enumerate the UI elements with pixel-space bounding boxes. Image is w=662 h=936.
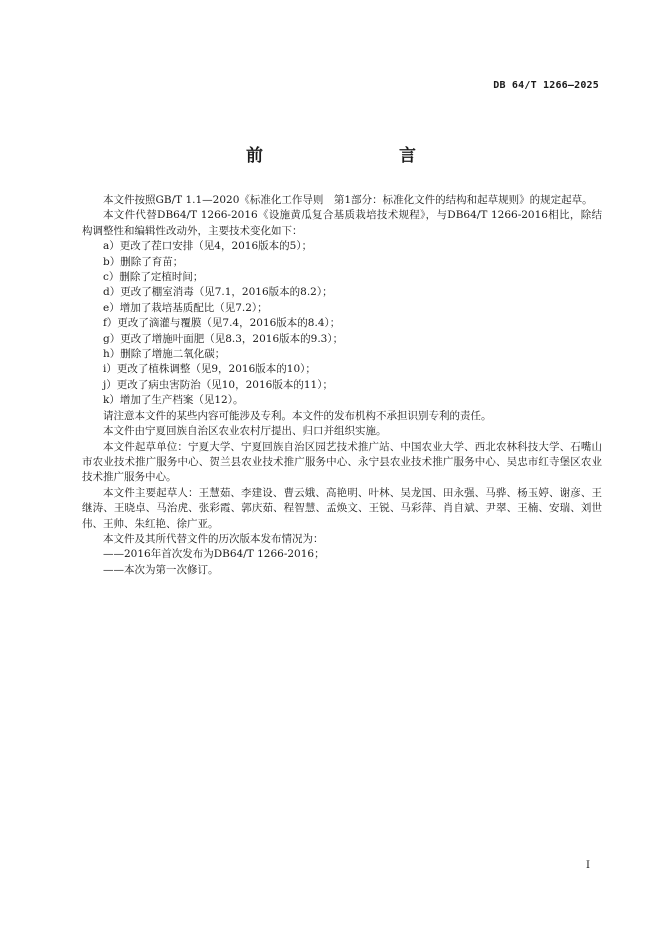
list-item: e）增加了栽培基质配比（见7.2）；: [103, 301, 268, 314]
list-item: h）删除了增施二氧化碳；: [103, 348, 226, 361]
list-item: c）删除了定植时间；: [103, 271, 204, 284]
list-item: k）增加了生产档案（见12）。: [103, 394, 244, 407]
list-item: ——本次为第一次修订。: [103, 563, 219, 576]
list-item: d）更改了棚室消毒（见7.1，2016版本的8.2）；: [103, 286, 333, 299]
list-item: j）更改了病虫害防治（见10，2016版本的11）；: [103, 378, 333, 391]
foreword-body: [82, 193, 602, 578]
list-item: a）更改了茬口安排（见4，2016版本的5）；: [103, 240, 313, 253]
list-item: i）更改了植株调整（见9，2016版本的10）；: [103, 363, 316, 376]
changes-list: [82, 239, 602, 408]
list-item: ——2016年首次发布为DB64/T 1266-2016；: [103, 548, 325, 561]
paragraph-drafters: 本文件主要起草人：王慧茹、李建设、曹云娥、高艳明、叶林、吴龙国、田永强、马骅、杨玉婷、谢彦、王继涛、王晓卓、马治虎、张彩霞、郭庆茹、程智慧、孟焕文、王锐、马彩萍、肖自斌、尹翠、王楠、安瑞、刘世伟、王帅、朱红艳、徐广亚。: [82, 486, 602, 530]
list-item: f）更改了滴灌与覆膜（见7.4，2016版本的8.4）；: [103, 317, 341, 330]
paragraph-version-history: 本文件及其所代替文件的历次版本发布情况为：: [103, 532, 324, 545]
paragraph-replacement: 本文件代替DB64/T 1266-2016《设施黄瓜复合基质栽培技术规程》，与DB64/T 1266-2016相比，除结构调整性和编辑性改动外，主要技术变化如下：: [82, 209, 602, 237]
paragraph-patent-notice: 请注意本文件的某些内容可能涉及专利。本文件的发布机构不承担识别专利的责任。: [103, 409, 492, 422]
list-item: g）更改了增施叶面肥（见8.3，2016版本的9.3）；: [103, 332, 344, 345]
paragraph-drafting-rules: 本文件按照GB/T 1.1—2020《标准化工作导则 第1部分：标准化文件的结构和起草规则》的规定起草。: [103, 194, 593, 206]
page-title: 前 言: [246, 146, 450, 166]
page-number: I: [586, 860, 590, 871]
history-list: [82, 547, 602, 578]
paragraph-proposer: 本文件由宁夏回族自治区农业农村厅提出、归口并组织实施。: [103, 425, 387, 438]
document-code: DB 64/T 1266—2025: [493, 80, 599, 91]
list-item: b）删除了育苗；: [103, 255, 184, 268]
paragraph-drafting-units: 本文件起草单位：宁夏大学、宁夏回族自治区园艺技术推广站、中国农业大学、西北农林科技大学、石嘴山市农业技术推广服务中心、贺兰县农业技术推广服务中心、永宁县农业技术推广服务中心、吴忠市红寺堡区农业技术推广服务中心。: [82, 440, 602, 484]
